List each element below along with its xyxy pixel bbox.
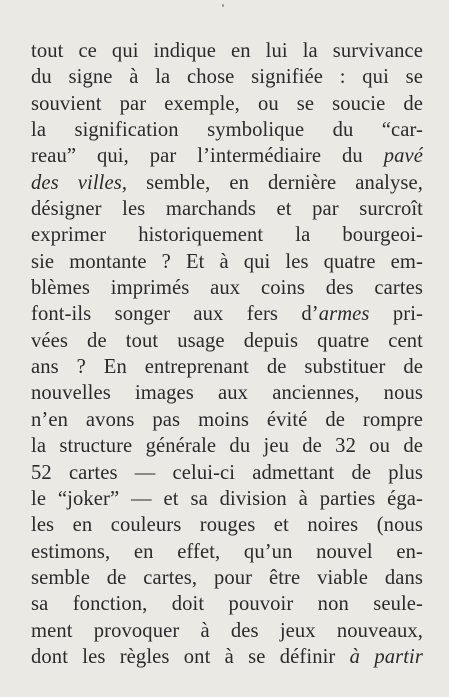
text-line: font-ils songer aux fers d’armes pri- bbox=[31, 303, 423, 326]
text-line: sie montante ? Et à qui les quatre em- bbox=[31, 250, 423, 273]
text-line: des villes, semble, en dernière analyse, bbox=[31, 171, 423, 194]
italic-text: des villes bbox=[31, 171, 122, 194]
text-line: ans ? En entreprenant de substituer de bbox=[31, 356, 423, 379]
text-line: estimons, en effet, qu’un nouvel en- bbox=[31, 540, 423, 563]
italic-text: à partir bbox=[349, 645, 423, 668]
text-line: 52 cartes — celui-ci admettant de plus bbox=[31, 461, 423, 484]
text-line: désigner les marchands et par surcroît bbox=[31, 198, 423, 221]
text-line: le “joker” — et sa division à parties éga- bbox=[31, 487, 423, 510]
text-line: dont les règles ont à se définir à partir bbox=[31, 645, 423, 668]
text-line: du signe à la chose signifiée : qui se bbox=[31, 66, 423, 89]
text-line: la structure générale du jeu de 32 ou de bbox=[31, 435, 423, 458]
text-line: nouvelles images aux anciennes, nous bbox=[31, 382, 423, 405]
text-line: ment provoquer à des jeux nouveaux, bbox=[31, 619, 423, 642]
text-line: vées de tout usage depuis quatre cent bbox=[31, 329, 423, 352]
text-line: reau” qui, par l’intermédiaire du pavé bbox=[31, 145, 423, 168]
text-line: exprimer historiquement la bourgeoi- bbox=[31, 224, 423, 247]
paper-speck bbox=[222, 4, 224, 7]
text-line: la signification symbolique du “car- bbox=[31, 119, 423, 142]
text-line: blèmes imprimés aux coins des cartes bbox=[31, 277, 423, 300]
text-line: sa fonction, doit pouvoir non seule- bbox=[31, 593, 423, 616]
text-line: souvient par exemple, ou se soucie de bbox=[31, 92, 423, 115]
text-line: n’en avons pas moins évité de rompre bbox=[31, 408, 423, 431]
body-text bbox=[31, 38, 423, 670]
text-line: tout ce qui indique en lui la survivance bbox=[31, 40, 423, 62]
italic-text: pavé bbox=[383, 145, 423, 168]
text-line: semble de cartes, pour être viable dans bbox=[31, 566, 423, 589]
text-line: les en couleurs rouges et noires (nous bbox=[31, 514, 423, 537]
italic-text: armes bbox=[318, 303, 370, 326]
